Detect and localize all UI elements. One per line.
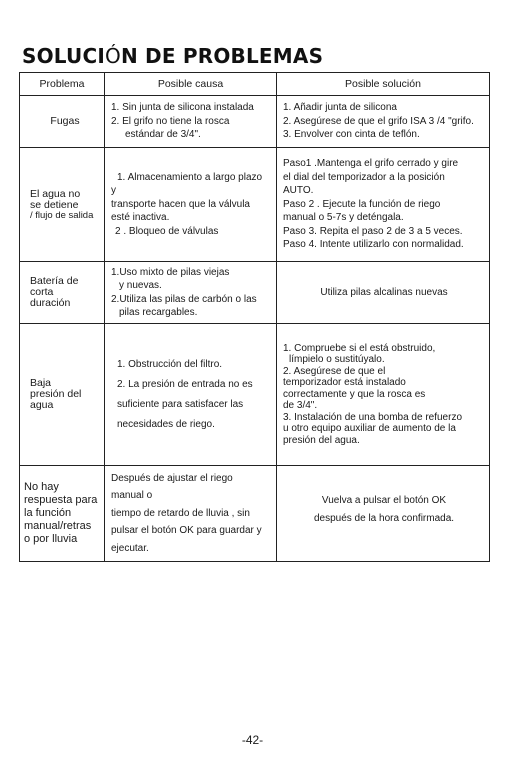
table-row bbox=[20, 466, 490, 562]
solution-cell bbox=[277, 96, 490, 148]
problem-text: / flujo de salida bbox=[30, 209, 94, 221]
cause-text: suficiente para satisfacer las bbox=[117, 398, 244, 410]
cause-text: 1. Almacenamiento a largo plazo bbox=[117, 171, 263, 183]
solution-text: de 3/4". bbox=[283, 400, 318, 412]
solution-text: Paso1 .Mantenga el grifo cerrado y gire bbox=[283, 158, 459, 170]
solution-text: Utiliza pilas alcalinas nuevas bbox=[320, 286, 448, 298]
solution-text: manual o 5-7s y deténgala. bbox=[283, 212, 404, 224]
cause-text: 1. Obstrucción del filtro. bbox=[117, 358, 223, 370]
cause-cell bbox=[105, 262, 277, 324]
cause-text: tiempo de retardo de lluvia , sin bbox=[111, 507, 250, 519]
cause-text: 2.Utiliza las pilas de carbón o las bbox=[111, 293, 257, 305]
cause-text: manual o bbox=[111, 490, 153, 502]
solution-text: Paso 4. Intente utilizarlo con normalidad. bbox=[283, 239, 464, 251]
cause-cell bbox=[105, 96, 277, 148]
header-problem: Problema bbox=[20, 73, 105, 96]
problem-text: manual/retras bbox=[24, 520, 92, 533]
solution-text: el dial del temporizador a la posición bbox=[283, 171, 445, 183]
solution-text: Paso 2 . Ejecute la función de riego bbox=[283, 198, 441, 210]
cause-text: 1. Sin junta de silicona instalada bbox=[111, 102, 254, 114]
table-row bbox=[20, 96, 490, 148]
title-part-3: N DE PROBLEMAS bbox=[120, 44, 324, 68]
cause-text: 2. El grifo no tiene la rosca bbox=[111, 115, 230, 127]
solution-text: temporizador está instalado bbox=[283, 377, 406, 389]
solution-text: presión del agua. bbox=[283, 434, 360, 446]
table-row bbox=[20, 324, 490, 466]
cause-text: y nuevas. bbox=[119, 280, 162, 291]
cause-text: necesidades de riego. bbox=[117, 418, 215, 430]
header-solution: Posible solución bbox=[277, 73, 490, 96]
page-number: -42- bbox=[241, 733, 264, 747]
problem-text: corta bbox=[30, 285, 54, 298]
problem-text: o por lluvia bbox=[24, 533, 78, 546]
cause-text: 2 . Bloqueo de válvulas bbox=[115, 225, 219, 237]
problem-text: la función bbox=[24, 506, 72, 519]
solution-text: 1. Añadir junta de silicona bbox=[283, 102, 397, 114]
title-part-1: SOLUCI bbox=[22, 44, 105, 68]
solution-text: después de la hora confirmada. bbox=[313, 513, 455, 524]
problem-text: agua bbox=[30, 399, 54, 411]
solution-text: límpielo o sustitúyalo. bbox=[289, 354, 385, 366]
cause-text: ejecutar. bbox=[111, 542, 149, 554]
solution-text: 2. Asegúrese de que el bbox=[283, 365, 386, 377]
solution-text: Vuelva a pulsar el botón OK bbox=[321, 495, 447, 506]
header-row bbox=[20, 73, 490, 96]
solution-text: 2. Asegúrese de que el grifo ISA 3 /4 "grifo. bbox=[283, 115, 474, 127]
problem-text: duración bbox=[30, 297, 71, 309]
solution-text: correctamente y que la rosca es bbox=[283, 388, 426, 400]
problem-text: Fugas bbox=[50, 114, 80, 127]
solution-cell bbox=[277, 466, 490, 562]
cause-text: transporte hacen que la válvula bbox=[111, 198, 250, 210]
table-row bbox=[20, 262, 490, 324]
solution-text: u otro equipo auxiliar de aumento de la bbox=[283, 423, 456, 435]
problem-text: respuesta para bbox=[24, 493, 98, 506]
problem-text: presión del bbox=[30, 387, 82, 400]
table-row bbox=[20, 148, 490, 262]
solution-text: 3. Instalación de una bomba de refuerzo bbox=[283, 411, 463, 423]
problem-text: El agua no bbox=[30, 187, 81, 200]
problem-cell bbox=[20, 466, 105, 562]
problem-cell bbox=[20, 324, 105, 466]
page-title bbox=[22, 44, 323, 68]
problem-text: No hay bbox=[24, 480, 59, 493]
solution-text: 3. Envolver con cinta de teflón. bbox=[283, 129, 420, 141]
problem-text: Batería de bbox=[30, 274, 79, 287]
solution-cell bbox=[277, 148, 490, 262]
header-cause: Posible causa bbox=[105, 73, 277, 96]
solution-cell bbox=[277, 262, 490, 324]
cause-text: y bbox=[111, 185, 116, 197]
problem-text: Baja bbox=[30, 376, 52, 389]
problem-cell bbox=[20, 148, 105, 262]
solution-text: AUTO. bbox=[283, 185, 314, 197]
problem-text: se detiene bbox=[30, 198, 79, 211]
cause-text: Después de ajustar el riego bbox=[111, 472, 233, 484]
cause-cell bbox=[105, 466, 277, 562]
solution-cell bbox=[277, 324, 490, 466]
troubleshooting-table bbox=[19, 72, 490, 562]
cause-text: 1.Uso mixto de pilas viejas bbox=[111, 266, 230, 278]
solution-text: Paso 3. Repita el paso 2 de 3 a 5 veces. bbox=[283, 225, 463, 237]
title-accent-letter: Ó bbox=[105, 44, 121, 68]
cause-text: 2. La presión de entrada no es bbox=[117, 378, 253, 390]
solution-text: 1. Compruebe si el está obstruido, bbox=[283, 342, 436, 354]
cause-cell bbox=[105, 324, 277, 466]
problem-cell bbox=[20, 262, 105, 324]
cause-text: pilas recargables. bbox=[119, 307, 198, 318]
problem-cell bbox=[20, 96, 105, 148]
cause-text: estándar de 3/4". bbox=[125, 129, 201, 141]
cause-cell bbox=[105, 148, 277, 262]
cause-text: pulsar el botón OK para guardar y bbox=[111, 525, 262, 537]
cause-text: esté inactiva. bbox=[111, 212, 170, 224]
